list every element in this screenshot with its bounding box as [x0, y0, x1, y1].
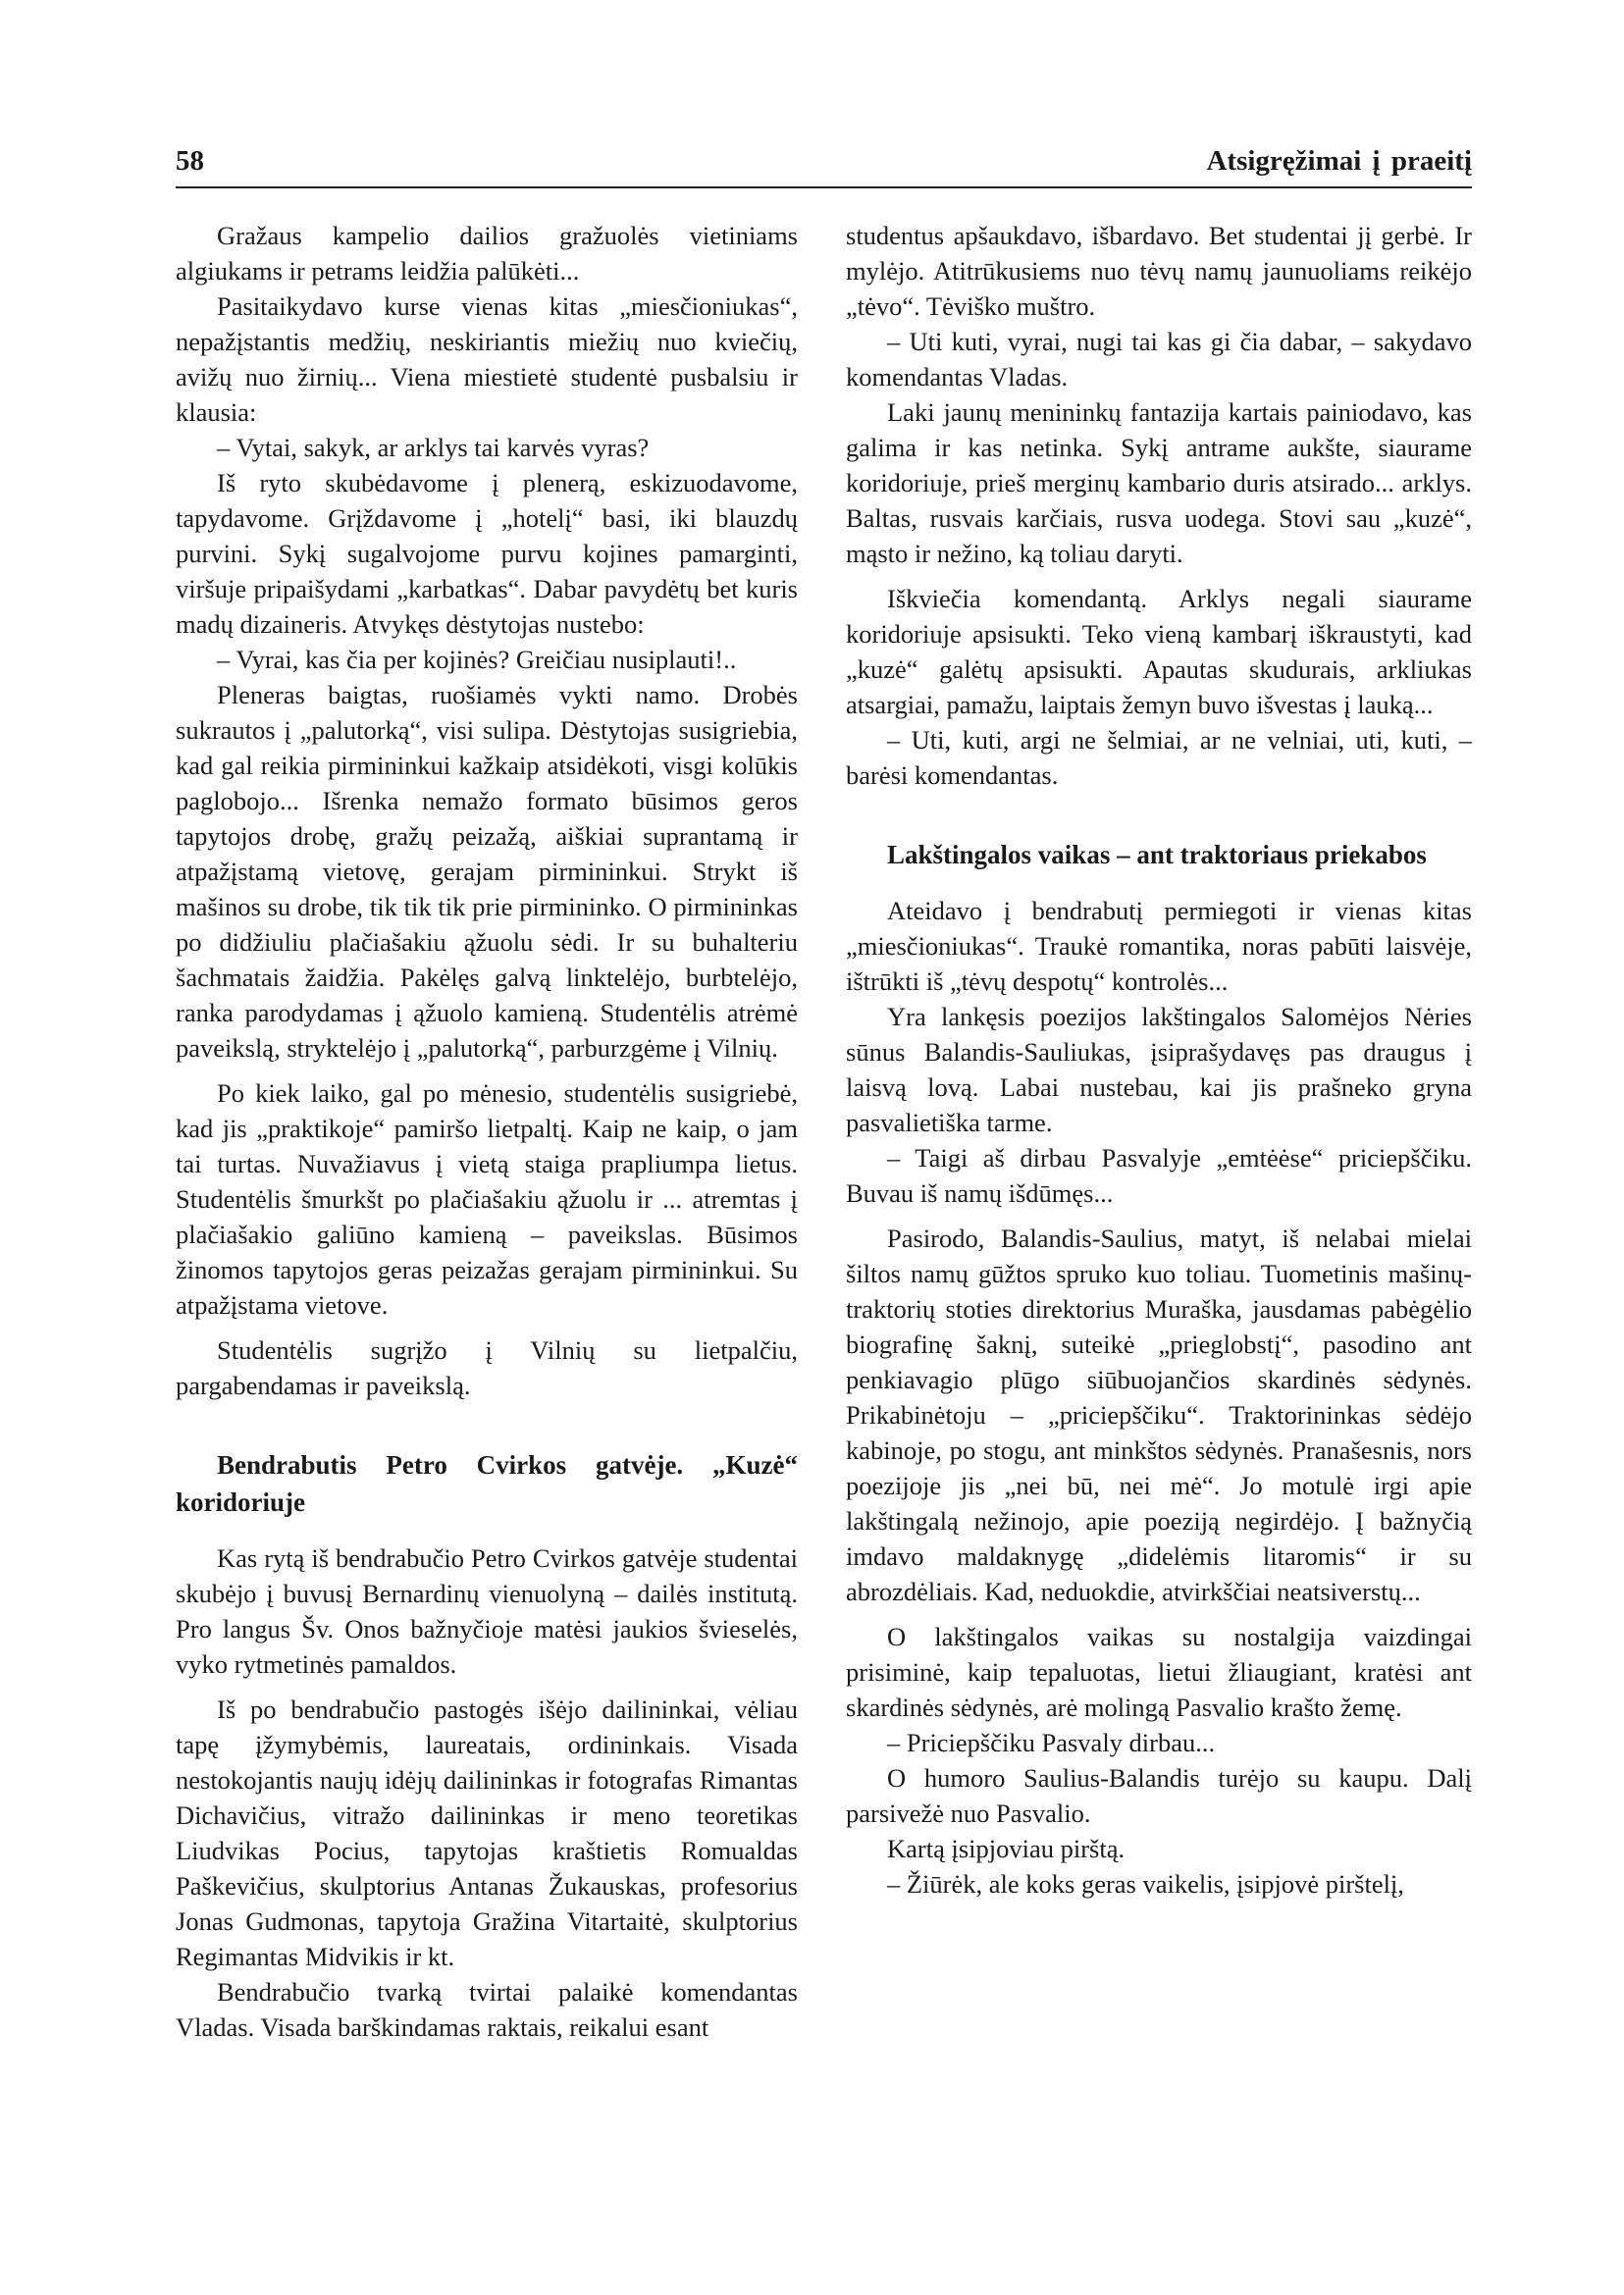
- dialogue-line: – Vytai, sakyk, ar arklys tai karvės vyras?: [217, 433, 650, 462]
- dialogue-line: – Taigi aš dirbau Pasvalyje „emtėėse“ priciepščiku. Buvau iš namų išdūmęs...: [846, 1143, 1472, 1208]
- dialogue-line: – Žiūrėk, ale koks geras vaikelis, įsipjovė pirštelį,: [887, 1869, 1404, 1899]
- running-title: Atsigręžimai į praeitį: [1206, 145, 1472, 177]
- paragraph: Yra lankęsis poezijos lakštingalos Salomėjos Nėries sūnus Balandis-Sauliukas, įsiprašydavęs pas draugus į laisvą lovą. Labai nustebau, kai jis prašneko gryna pasvalietiška tarme.: [846, 1002, 1472, 1137]
- paragraph: Studentėlis sugrįžo į Vilnių su lietpalčiu, pargabendamas ir paveikslą.: [176, 1335, 798, 1400]
- paragraph: Pasitaikydavo kurse vienas kitas „miesčioniukas“, nepažįstantis medžių, neskiriantis miežių nuo kviečių, avižų nuo žirnių... Viena miestietė studentė pusbalsiu ir klausia:: [176, 291, 798, 427]
- paragraph: Laki jaunų menininkų fantazija kartais painiodavo, kas galima ir kas netinka. Sykį antrame aukšte, siaurame koridoriuje, prieš merginų kambario duris atsirado... arklys. Baltas, rusvais karčiais, rusva uodega. Stovi sau „kuzė“, mąsto ir nežino, ką toliau daryti.: [846, 397, 1472, 568]
- paragraph: Iš ryto skubėdavome į plenerą, eskizuodavome, tapydavome. Grįždavome į „hotelį“ basi, iki blauzdų purvini. Sykį sugalvojome purvu kojines pamarginti, viršuje pripaišydami „karbatkas“. Dabar pavydėtų bet kuris madų dizaineris. Atvykęs dėstytojas nustebo:: [176, 468, 798, 639]
- paragraph: Kartą įsipjoviau pirštą.: [887, 1834, 1126, 1863]
- dialogue-line: – Priciepščiku Pasvaly dirbau...: [887, 1728, 1216, 1757]
- paragraph: Pasirodo, Balandis-Saulius, matyt, iš nelabai mielai šiltos namų gūžtos spruko kuo toliau. Tuometinis mašinų-traktorių stoties direktorius Muraška, jausdamas pabėgėlio biografinę šaknį, suteikė „prieglobstį“, pasodino ant penkiavagio plūgo siūbuojančios skardinės sėdynės. Prikabinėtoju – „priciepščiku“. Traktorininkas sėdėjo kabinoje, po stogu, ant minkštos sėdynės. Pranašesnis, nors poezijoje jis „nei bū, nei mė“. Jo motulė irgi apie lakštingalą nežinojo, apie poeziją negirdėjo. Į bažnyčią imdavo maldaknygę „didelėmis litaromis“ ir su abrozdėliais. Kad, neduokdie, atvirkščiai neatsiverstų...: [846, 1224, 1472, 1606]
- paragraph-continued: studentus apšaukdavo, išbardavo. Bet studentai jį gerbė. Ir mylėjo. Atitrūkusiems nuo tėvų namų jaunuoliams reikėjo „tėvo“. Tėviško muštro.: [846, 221, 1472, 321]
- section-heading: Lakštingalos vaikas – ant traktoriaus priekabos: [887, 840, 1427, 869]
- page-number: 58: [176, 145, 204, 177]
- dialogue-line: – Vyrai, kas čia per kojinės? Greičiau nusiplauti!..: [217, 645, 737, 674]
- paragraph: Pleneras baigtas, ruošiamės vykti namo. Drobės sukrautos į „palutorką“, visi sulipa. Dėstytojas susigriebia, kad gal reikia pirmininkui kažkaip atsidėkoti, visgi kolūkis paglobojo... Išrenka nemažo formato būsimos geros tapytojos drobę, gražų peizažą, aiškiai suprantamą ir atpažįstamą vietovę, gerajam pirmininkui. Strykt iš mašinos su drobe, tik tik tik prie pirmininko. O pirmininkas po didžiuliu plačiašakiu ąžuolu sėdi. Ir su buhalteriu šachmatais žaidžia. Pakėlęs galvą linktelėjo, burbtelėjo, ranka parodydamas į ąžuolo kamieną. Studentėlis atrėmė paveikslą, stryktelėjo į „palutorką“, parburzgėme į Vilnių.: [176, 680, 798, 1063]
- paragraph: Po kiek laiko, gal po mėnesio, studentėlis susigriebė, kad jis „praktikoje“ pamiršo lietpaltį. Kaip ne kaip, o jam tai turtas. Nuvažiavus į vietą staiga prapliumpa lietus. Studentėlis šmurkšt po plačiašakiu ąžuolu ir ... atremtas į plačiašakio galiūno kamieną – paveikslas. Būsimos žinomos tapytojos geras peizažas gerajam pirmininkui. Su atpažįstama vietove.: [176, 1078, 798, 1320]
- paragraph: Gražaus kampelio dailios gražuolės vietiniams algiukams ir petrams leidžia palūkėti...: [176, 221, 798, 286]
- paragraph: Iš po bendrabučio pastogės išėjo dailininkai, vėliau tapę įžymybėmis, laureatais, ordininkais. Visada nestokojantis naujų idėjų dailininkas ir fotografas Rimantas Dichavičius, vitražo dailininkas ir meno teoretikas Liudvikas Pocius, tapytojas kraštietis Romualdas Paškevičius, skulptorius Antanas Žukauskas, profesorius Jonas Gudmonas, tapytoja Gražina Vitartaitė, skulptorius Regimantas Midvikis ir kt.: [176, 1695, 798, 1971]
- dialogue-line: – Uti kuti, vyrai, nugi tai kas gi čia dabar, – sakydavo komendantas Vladas.: [846, 327, 1472, 391]
- paragraph: O humoro Saulius-Balandis turėjo su kaupu. Dalį parsivežė nuo Pasvalio.: [846, 1763, 1472, 1828]
- dialogue-line: – Uti, kuti, argi ne šelmiai, ar ne velniai, uti, kuti, – barėsi komendantas.: [846, 725, 1472, 790]
- page-header: [176, 145, 1472, 188]
- paragraph: O lakštingalos vaikas su nostalgija vaizdingai prisiminė, kaip tepaluotas, lietui žliaugiant, kratėsi ant skardinės sėdynės, arė molingą Pasvalio krašto žemę.: [846, 1622, 1472, 1722]
- left-column: [176, 218, 798, 2045]
- section-heading: Bendrabutis Petro Cvirkos gatvėje. „Kuzė“ koridoriuje: [176, 1450, 798, 1517]
- paragraph: Bendrabučio tvarką tvirtai palaikė komendantas Vladas. Visada barškindamas raktais, reikalui esant: [176, 1977, 798, 2042]
- right-column: [846, 218, 1472, 1902]
- paragraph: Kas rytą iš bendrabučio Petro Cvirkos gatvėje studentai skubėjo į buvusį Bernardinų vienuolyną – dailės institutą. Pro langus Šv. Onos bažnyčioje matėsi jaukios švieselės, vyko rytmetinės pamaldos.: [176, 1543, 798, 1679]
- paragraph: Ateidavo į bendrabutį permiegoti ir vienas kitas „miesčioniukas“. Traukė romantika, noras pabūti laisvėje, ištrūkti iš „tėvų despotų“ kontrolės...: [846, 896, 1472, 996]
- paragraph: Iškviečia komendantą. Arklys negali siaurame koridoriuje apsisukti. Teko vieną kambarį iškraustyti, kad „kuzė“ galėtų apsisukti. Apautas skudurais, arkliukas atsargiai, pamažu, laiptais žemyn buvo išvestas į lauką...: [846, 584, 1472, 719]
